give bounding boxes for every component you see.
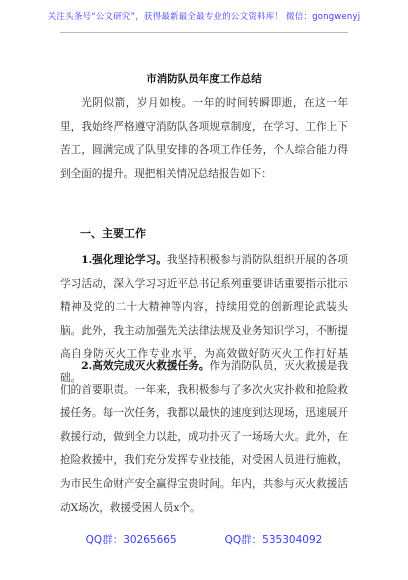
qq-group-2: QQ群：535304092 (224, 534, 323, 546)
qq-group-1: QQ群：30265665 (85, 534, 177, 546)
work-item-2 (60, 355, 348, 520)
work-item-2-label: 2.高效完成灭火救援任务。 (81, 360, 210, 372)
header-divider (60, 32, 348, 33)
qq-footer (0, 532, 408, 547)
document-title: 市消防队员年度工作总结 (146, 73, 262, 85)
intro-paragraph: 光阴似箭，岁月如梭。一年的时间转瞬即逝，在这一年里，我始终严格遵守消防队各项规章制度，在学习、工作上下苦工，圆满完成了队里安排的各项工作任务，个人综合能力得到全面的提升。现把相关情况总结报告如下： (60, 97, 348, 180)
section-heading: 一、主要工作 (80, 227, 146, 240)
work-item-1-text: 我坚持积极参与消防队组织开展的各项学习活动，深入学习习近平总书记系列重要讲话重要指示批示精神及党的二十大精神等内容，持续用党的创新理论武装头脑。此外，我主动加强先关法律法规及业务知识学习，不断提高自身防灭火工作专业水平，为高效做好防灭火工作打好基础。 (60, 254, 348, 384)
promo-header-text: 关注头条号“公文研究”，获得最新最全最专业的公文资料库！ 微信：gongwenyj (47, 12, 361, 22)
work-item-2-text: 作为消防队员，灭火救援是我们的首要职责。一年来，我积极参与了多次火灾扑救和抢险救援任务。每一次任务，我都以最快的速度到达现场，迅速展开救援行动，做到全力以赴，成功扑灭了一场场大火。此外，在抢险救援中，我们充分发挥专业技能，对受困人员进行施救，为市民生命财产安全赢得宝贵时间。年内，共参与灭火救援活动X场次，救援受困人员x个。 (60, 360, 348, 514)
work-item-1-label: 1.强化理论学习。 (81, 254, 167, 266)
promo-header (0, 10, 408, 22)
